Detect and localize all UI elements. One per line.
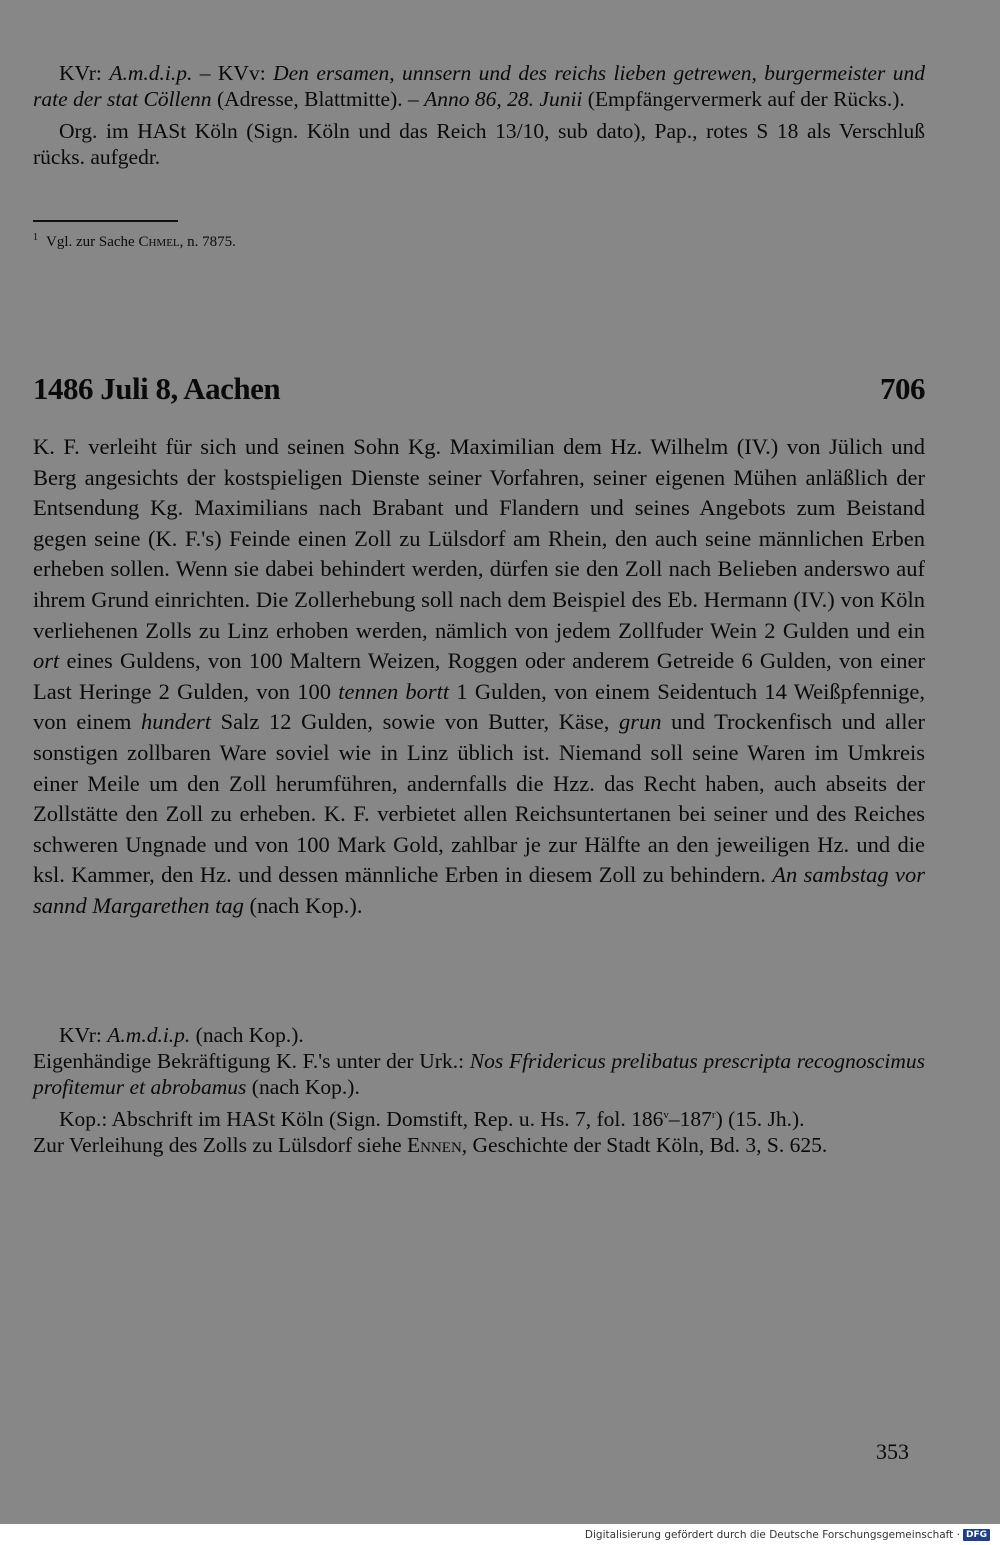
text-run: KVr:	[59, 61, 110, 85]
signature-note	[33, 1048, 925, 1100]
text-run: Kop.: Abschrift im HASt Köln (Sign. Domstift, Rep. u. Hs. 7, fol. 186	[59, 1107, 664, 1131]
footnote-rule	[33, 220, 178, 222]
text-run-italic: A.m.d.i.p.	[107, 1023, 191, 1047]
text-run: , n. 7875.	[179, 234, 236, 250]
footnote	[33, 232, 236, 252]
footnote-mark: 1	[33, 232, 38, 243]
original-paragraph: Org. im HASt Köln (Sign. Köln und das Reich 13/10, sub dato), Pap., rotes S 18 als Verschluß rücks. aufgedr.	[33, 119, 925, 169]
text-run-italic: Nos Ffridericus prelibatus prescripta recognoscimus profitemur et abrobamus	[33, 1049, 925, 1099]
text-run: (nach Kop.).	[243, 892, 363, 918]
footer-text: Digitalisierung gefördert durch die Deutsche Forschungsgemeinschaft ·	[584, 1529, 960, 1541]
text-run: , Geschichte der Stadt Köln, Bd. 3, S. 625.	[461, 1133, 828, 1157]
text-run: eines Guldens, von 100 Maltern Weizen, Roggen oder anderem Getreide 6 Gulden, von einer Last Heringe 2 Gulden, von 100	[33, 648, 925, 704]
text-run-italic: ort	[33, 648, 60, 674]
superscript: v	[663, 1108, 669, 1121]
kvr-line	[33, 1022, 925, 1048]
text-run-smallcaps: Chmel	[138, 234, 180, 250]
regest-text	[33, 432, 925, 922]
text-run: ) (15. Jh.).	[715, 1107, 805, 1131]
text-run: Eigenhändige Bekräftigung K. F.'s unter der Urk.:	[33, 1049, 470, 1073]
entry-heading	[33, 370, 925, 410]
text-run: –187	[668, 1107, 712, 1131]
digitization-footer	[585, 1527, 990, 1543]
literature-note	[33, 1132, 925, 1158]
text-run: 1 Gulden, von einem Seidentuch 14 Weißpfennige, von einem	[33, 678, 925, 735]
copy-note	[33, 1106, 925, 1132]
dfg-logo-icon: DFG	[963, 1529, 990, 1541]
text-run: und Trockenfisch und aller sonstigen zollbaren Ware soviel wie in Linz üblich ist. Niemand soll seine Waren im Umkreis einer Meile um den Zoll herumführen, andernfalls die Hzz. das Recht haben, auch abseits der Zollstätte den Zoll zu erheben. K. F. verbietet allen Reichsuntertanen bei seiner und des Reiches schweren Ungnade und von 100 Mark Gold, zahlbar je zur Hälfte an den jeweiligen Hz. und die ksl. Kammer, den Hz. und dessen männliche Erben in diesem Zoll zu behindern.	[33, 709, 925, 888]
superscript: r	[711, 1108, 716, 1121]
text-run: Zur Verleihung des Zolls zu Lülsdorf siehe	[33, 1133, 407, 1157]
text-run: K. F. verleiht für sich und seinen Sohn Kg. Maximilian dem Hz. Wilhelm (IV.) von Jülich und Berg angesichts der kostspieligen Dienste seiner Vorfahren, seiner eigenen Mühen anläßlich der Entsendung Kg. Maximilians nach Brabant und Flandern und seines Angebots zum Beistand gegen seine (K. F.'s) Feinde einen Zoll zu Lülsdorf am Rhein, den auch seine männlichen Erben erheben sollen. Wenn sie dabei behindert werden, dürfen sie den Zoll nach Belieben anderswo auf ihrem Grund einrichten. Die Zollerhebung soll nach dem Beispiel des Eb. Hermann (IV.) von Köln verliehenen Zolls zu Linz erhoben werden, nämlich von jedem Zollfuder Wein 2 Gulden und ein	[33, 434, 925, 643]
text-run: (Empfängervermerk auf der Rücks.).	[582, 87, 905, 111]
text-run: (Adresse, Blattmitte). –	[211, 87, 425, 111]
text-run-smallcaps: Ennen	[406, 1133, 462, 1157]
page-number: 353	[876, 1439, 909, 1464]
text-run: – KVv:	[192, 61, 274, 85]
text-run-italic: grun	[618, 709, 662, 735]
text-run-italic: Anno 86, 28. Junii	[424, 87, 583, 111]
preceding-entry-notes	[33, 60, 925, 170]
text-run-italic: tennen bortt	[338, 678, 450, 704]
text-run-italic: hundert	[141, 709, 211, 735]
text-run-italic: Den ersamen, unnsern und des reichs lieben getrewen, burgermeister und rate der stat Cöllenn	[33, 61, 925, 111]
entry-number: 706	[880, 371, 925, 406]
text-run: Salz 12 Gulden, sowie von Butter, Käse,	[211, 709, 619, 735]
kv-paragraph	[33, 60, 925, 112]
regest-paragraph	[33, 432, 925, 922]
entry-date-place: 1486 Juli 8, Aachen	[33, 371, 281, 406]
text-run: (nach Kop.).	[190, 1023, 304, 1047]
text-run-italic: An sambstag vor sannd Margarethen tag	[33, 862, 925, 918]
entry-apparatus	[33, 1022, 925, 1158]
text-run: KVr:	[59, 1023, 108, 1047]
text-run: Vgl. zur Sache	[46, 234, 139, 250]
text-run: (nach Kop.).	[246, 1075, 360, 1099]
text-run-italic: A.m.d.i.p.	[109, 61, 193, 85]
